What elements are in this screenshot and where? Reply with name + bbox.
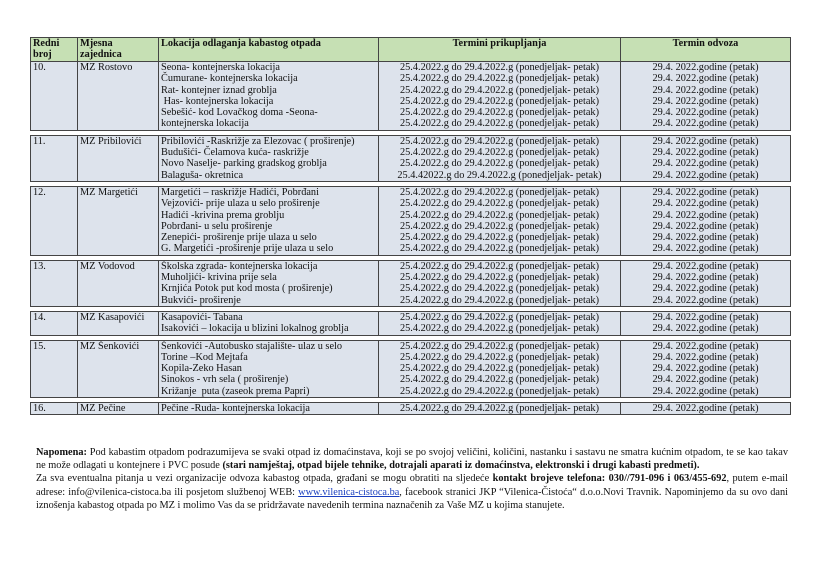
removal-date: 29.4. 2022.godine (petak) xyxy=(652,84,759,96)
removal-date: 29.4. 2022.godine (petak) xyxy=(652,283,759,295)
removal-dates xyxy=(621,62,791,131)
table-row xyxy=(31,135,791,181)
location-item: Budušići- Čelamova kuća- raskrižje xyxy=(161,147,309,159)
collection-term: 25.4.2022.g do 29.4.2022.g (ponedjeljak- petak) xyxy=(399,385,600,397)
collection-term: 25.4.2022.g do 29.4.2022.g (ponedjeljak- petak) xyxy=(399,340,600,352)
row-number: 10. xyxy=(31,62,78,131)
table-row xyxy=(31,403,791,415)
collection-term: 25.4.2022.g do 29.4.2022.g (ponedjeljak- petak) xyxy=(399,403,600,415)
removal-dates xyxy=(621,311,791,335)
header-collection-terms: Termini prikupljanja xyxy=(379,38,621,62)
removal-date: 29.4. 2022.godine (petak) xyxy=(652,135,759,147)
removal-date: 29.4. 2022.godine (petak) xyxy=(652,118,759,130)
location-item: Isakovići – lokacija u blizini lokalnog groblja xyxy=(161,323,349,335)
location-list xyxy=(159,62,379,131)
row-number: 16. xyxy=(31,403,78,415)
location-item: Sebešić- kod Lovačkog doma -Seona- xyxy=(161,107,318,119)
location-item: G. Margetići -proširenje prije ulaza u selo xyxy=(161,243,334,255)
location-list xyxy=(159,186,379,255)
collection-terms xyxy=(379,403,621,415)
note-definition-text: Pod kabastim otpadom podrazumijeva se svaki otpad iz domaćinstava, koji se po svojoj veličini, količini, nastanku i sastavu ne smatra kućnim otpadom, te se kao takav ne može odlagati u kontejnere i PVC posude xyxy=(36,447,788,472)
collection-terms xyxy=(379,186,621,255)
removal-date: 29.4. 2022.godine (petak) xyxy=(652,340,759,352)
removal-date: 29.4. 2022.godine (petak) xyxy=(652,272,759,284)
location-list xyxy=(159,260,379,306)
collection-term: 25.4.2022.g do 29.4.2022.g (ponedjeljak- petak) xyxy=(399,73,600,85)
location-item: Školska zgrada- kontejnerska lokacija xyxy=(161,260,318,272)
table-row xyxy=(31,186,791,255)
community-name: MZ Kasapovići xyxy=(78,311,159,335)
note-definition-examples: (stari namještaj, otpad bijele tehnike, dotrajali aparati iz domaćinstva, elektronski i drugi kabasti predmeti). xyxy=(222,460,700,472)
collection-term: 25.4.2022.g do 29.4.2022.g (ponedjeljak- petak) xyxy=(399,283,600,295)
collection-terms xyxy=(379,311,621,335)
collection-term: 25.4.2022.g do 29.4.2022.g (ponedjeljak- petak) xyxy=(399,311,600,323)
table-header-row xyxy=(31,38,791,62)
removal-date: 29.4. 2022.godine (petak) xyxy=(652,374,759,386)
location-item: Sinokos - vrh sela ( proširenje) xyxy=(161,374,289,386)
location-item: Vejzovići- prije ulaza u selo proširenje xyxy=(161,198,320,210)
location-list xyxy=(159,403,379,415)
location-item: Muholjići- krivina prije sela xyxy=(161,272,277,284)
location-item: Kopila-Zeko Hasan xyxy=(161,363,242,375)
collection-term: 25.4.2022.g do 29.4.2022.g (ponedjeljak- petak) xyxy=(399,363,600,375)
removal-date: 29.4. 2022.godine (petak) xyxy=(652,220,759,232)
community-name: MZ Šenkovići xyxy=(78,340,159,397)
removal-date: 29.4. 2022.godine (petak) xyxy=(652,169,759,181)
table-row xyxy=(31,62,791,131)
location-item: Križanje puta (zaseok prema Papri) xyxy=(161,385,310,397)
collection-terms xyxy=(379,260,621,306)
collection-term: 25.4.2022.g do 29.4.2022.g (ponedjeljak- petak) xyxy=(399,95,600,107)
header-community: Mjesna zajednica xyxy=(78,38,159,62)
removal-date: 29.4. 2022.godine (petak) xyxy=(652,351,759,363)
table-row xyxy=(31,340,791,397)
removal-date: 29.4. 2022.godine (petak) xyxy=(652,311,759,323)
location-item: Balaguša- okretnica xyxy=(161,169,244,181)
location-item: Has- kontejnerska lokacija xyxy=(161,95,274,107)
note-definition xyxy=(36,446,788,472)
collection-term: 25.4.2022.g do 29.4.2022.g (ponedjeljak- petak) xyxy=(399,209,600,221)
collection-schedule-table xyxy=(30,37,791,415)
header-location: Lokacija odlaganja kabastog otpada xyxy=(159,38,379,62)
collection-terms xyxy=(379,62,621,131)
location-item: Torine –Kod Mejtafa xyxy=(161,351,248,363)
header-removal-date: Termin odvoza xyxy=(621,38,791,62)
community-name: MZ Pribilovići xyxy=(78,135,159,181)
location-item: Šenkovići -Autobusko stajalište- ulaz u selo xyxy=(161,340,343,352)
removal-date: 29.4. 2022.godine (petak) xyxy=(652,403,759,415)
collection-term: 25.4.2022.g do 29.4.2022.g (ponedjeljak- petak) xyxy=(399,220,600,232)
note-closing-text: , facebook stranici JKP “Vilenica-Čistoća“ d.o.o.Novi Travnik. Napominjemo da su ovo dani iznošenja kabastog otpada po MZ i molimo Vas da se pridržavate navedenih termina naznačenih za Vaše MZ u kojima stanujete. xyxy=(36,486,789,511)
location-item: kontejnerska lokacija xyxy=(161,118,249,130)
removal-dates xyxy=(621,403,791,415)
removal-date: 29.4. 2022.godine (petak) xyxy=(652,107,759,119)
removal-date: 29.4. 2022.godine (petak) xyxy=(652,363,759,375)
community-name: MZ Rostovo xyxy=(78,62,159,131)
collection-term: 25.4.2022.g do 29.4.2022.g (ponedjeljak- petak) xyxy=(399,147,600,159)
removal-date: 29.4. 2022.godine (petak) xyxy=(652,186,759,198)
removal-date: 29.4. 2022.godine (petak) xyxy=(652,385,759,397)
collection-term: 25.4.2022.g do 29.4.2022.g (ponedjeljak- petak) xyxy=(399,232,600,244)
removal-date: 29.4. 2022.godine (petak) xyxy=(652,260,759,272)
location-list xyxy=(159,135,379,181)
location-item: Zenepići- proširenje prije ulaza u selo xyxy=(161,232,317,244)
collection-term: 25.4.2022.g do 29.4.2022.g (ponedjeljak- petak) xyxy=(399,118,600,130)
row-number: 11. xyxy=(31,135,78,181)
removal-date: 29.4. 2022.godine (petak) xyxy=(652,158,759,170)
location-item: Čumurane- kontejnerska lokacija xyxy=(161,73,298,85)
collection-term: 25.4.2022.g do 29.4.2022.g (ponedjeljak- petak) xyxy=(399,294,600,306)
removal-date: 29.4. 2022.godine (petak) xyxy=(652,209,759,221)
row-number: 15. xyxy=(31,340,78,397)
location-list xyxy=(159,311,379,335)
table-row xyxy=(31,311,791,335)
location-item: Hadići -krivina prema groblju xyxy=(161,209,285,221)
note-contact xyxy=(36,472,788,512)
removal-date: 29.4. 2022.godine (petak) xyxy=(652,294,759,306)
removal-date: 29.4. 2022.godine (petak) xyxy=(652,243,759,255)
note-contact-text: Za sva eventualna pitanja u vezi organizacije odvoza kabastog otpada, građani se mogu obratiti na sljedeće xyxy=(36,473,493,485)
removal-dates xyxy=(621,260,791,306)
collection-term: 25.4.42022.g do 29.4.2022.g (ponedjeljak- petak) xyxy=(397,169,602,181)
community-name: MZ Vodovod xyxy=(78,260,159,306)
row-number: 12. xyxy=(31,186,78,255)
removal-date: 29.4. 2022.godine (petak) xyxy=(652,323,759,335)
collection-term: 25.4.2022.g do 29.4.2022.g (ponedjeljak- petak) xyxy=(399,198,600,210)
location-item: Seona- kontejnerska lokacija xyxy=(161,62,280,73)
location-item: Kasapovići- Tabana xyxy=(161,311,243,323)
row-number: 14. xyxy=(31,311,78,335)
collection-term: 25.4.2022.g do 29.4.2022.g (ponedjeljak- petak) xyxy=(399,135,600,147)
community-name: MZ Pečine xyxy=(78,403,159,415)
note-phone-numbers: kontakt brojeve telefona: 030//791-096 i 063/455-692 xyxy=(492,473,727,485)
collection-terms xyxy=(379,135,621,181)
note-paragraph xyxy=(36,446,788,512)
location-item: Pečine -Ruda- kontejnerska lokacija xyxy=(161,403,310,415)
collection-term: 25.4.2022.g do 29.4.2022.g (ponedjeljak- petak) xyxy=(399,260,600,272)
location-item: Rat- kontejner iznad groblja xyxy=(161,84,277,96)
collection-term: 25.4.2022.g do 29.4.2022.g (ponedjeljak- petak) xyxy=(399,272,600,284)
removal-date: 29.4. 2022.godine (petak) xyxy=(652,62,759,73)
collection-term: 25.4.2022.g do 29.4.2022.g (ponedjeljak- petak) xyxy=(399,84,600,96)
collection-term: 25.4.2022.g do 29.4.2022.g (ponedjeljak- petak) xyxy=(399,158,600,170)
collection-term: 25.4.2022.g do 29.4.2022.g (ponedjeljak- petak) xyxy=(399,374,600,386)
row-number: 13. xyxy=(31,260,78,306)
collection-term: 25.4.2022.g do 29.4.2022.g (ponedjeljak- petak) xyxy=(399,323,600,335)
collection-term: 25.4.2022.g do 29.4.2022.g (ponedjeljak- petak) xyxy=(399,243,600,255)
removal-date: 29.4. 2022.godine (petak) xyxy=(652,147,759,159)
location-item: Pobrđani- u selu proširenje xyxy=(161,220,273,232)
location-item: Bukvići- proširenje xyxy=(161,294,241,306)
collection-term: 25.4.2022.g do 29.4.2022.g (ponedjeljak- petak) xyxy=(399,107,600,119)
header-number: Redni broj xyxy=(31,38,78,62)
collection-terms xyxy=(379,340,621,397)
removal-date: 29.4. 2022.godine (petak) xyxy=(652,73,759,85)
collection-term: 25.4.2022.g do 29.4.2022.g (ponedjeljak- petak) xyxy=(399,62,600,73)
table-row xyxy=(31,260,791,306)
removal-date: 29.4. 2022.godine (petak) xyxy=(652,198,759,210)
location-item: Krnjića Potok put kod mosta ( proširenje) xyxy=(161,283,333,295)
note-email-text: , putem e-mail adrese: info@vilenica-cistoca.ba ili posjetom službenoj WEB: xyxy=(36,473,789,498)
note-label: Napomena: xyxy=(36,447,87,458)
removal-dates xyxy=(621,135,791,181)
removal-date: 29.4. 2022.godine (petak) xyxy=(652,95,759,107)
removal-dates xyxy=(621,186,791,255)
collection-term: 25.4.2022.g do 29.4.2022.g (ponedjeljak- petak) xyxy=(399,186,600,198)
location-item: Margetići – raskrižje Hadići, Pobrđani xyxy=(161,186,319,198)
schedule-document xyxy=(30,37,790,415)
community-name: MZ Margetići xyxy=(78,186,159,255)
removal-date: 29.4. 2022.godine (petak) xyxy=(652,232,759,244)
location-list xyxy=(159,340,379,397)
location-item: Novo Naselje- parking gradskog groblja xyxy=(161,158,327,170)
location-item: Pribilovići -Raskrižje za Elezovac ( proširenje) xyxy=(161,135,355,147)
collection-term: 25.4.2022.g do 29.4.2022.g (ponedjeljak- petak) xyxy=(399,351,600,363)
website-link[interactable]: www.vilenica-cistoca.ba xyxy=(298,486,400,498)
removal-dates xyxy=(621,340,791,397)
